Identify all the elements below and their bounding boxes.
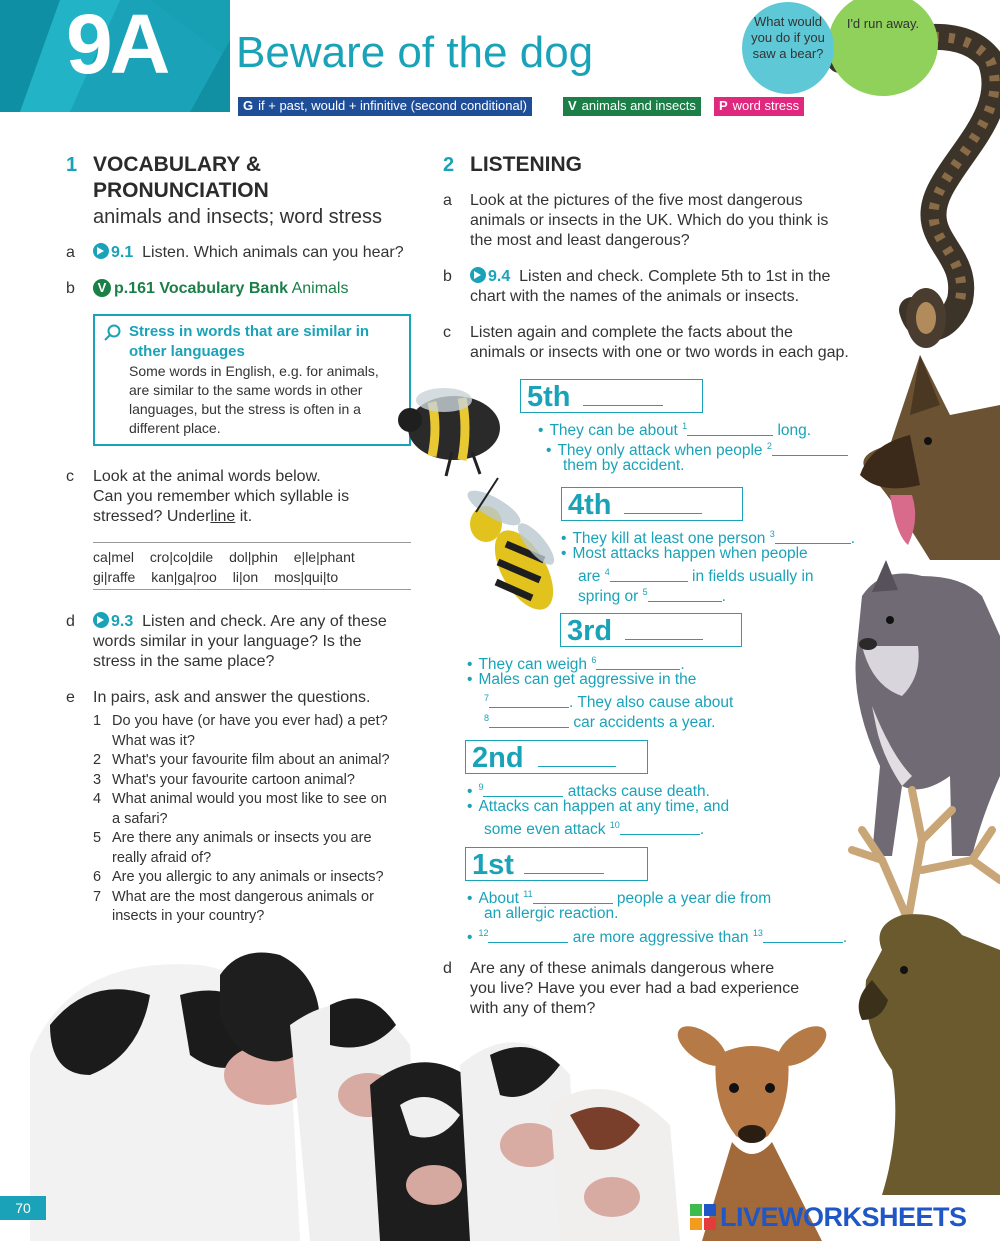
rank-label: 3rd [567,615,613,647]
answer-gap[interactable] [524,873,604,874]
exercise-2c: Listen again and complete the facts about the animals or insects with one or two words in each gap. [470,324,849,361]
section-1-number: 1 [66,154,78,176]
item-letter: c [443,324,451,341]
audio-icon[interactable] [93,612,109,628]
section-2-number: 2 [443,154,455,176]
vocabulary-bank-icon: V [93,279,111,297]
answer-gap[interactable] [483,783,563,797]
exercise-2a: Look at the pictures of the five most dangerous animals or insects in the UK. Which do you think is the most and least dangerous? [470,192,829,249]
answer-gap[interactable] [610,568,688,582]
question-item: 6 Are you allergic to any animals or insects? [93,869,384,885]
liveworksheets-logo [690,1200,967,1234]
answer-gap[interactable] [489,694,569,708]
fact-1c: • $^{12}$ are more aggressive than $^{13}$ . [467,928,848,947]
cows-illustration [30,935,690,1241]
answer-gap[interactable] [533,890,613,904]
rank-label: 2nd [472,742,524,774]
exercise-1d: 9.3 Listen and check. Are any of these words similar in your language? Is the stress in the same place? [93,613,387,670]
rank-2nd-box [465,740,648,774]
fact-4b: • Most attacks happen when people [561,545,808,562]
unit-number: 9A [66,0,168,91]
word-item[interactable]: kan|ga|roo [151,569,217,585]
animal-word-list [93,542,411,590]
audio-icon[interactable] [93,243,109,259]
pronunciation-tag: P word stress [714,97,804,116]
answer-gap[interactable] [583,405,663,406]
answer-gap[interactable] [772,442,848,456]
answer-gap[interactable] [596,656,680,670]
fact-3a: • They can weigh $^6$ . [467,655,685,674]
search-icon [103,324,121,342]
rank-label: 5th [527,381,571,413]
question-item: 4 What animal would you most like to see on a safari? [93,791,387,827]
answer-gap[interactable] [624,513,702,514]
fact-4d: spring or $^5$ . [578,587,726,606]
fact-3d: $^8$ car accidents a year. [484,713,716,732]
answer-gap[interactable] [620,821,700,835]
item-letter: b [66,280,75,297]
exercise-2b: 9.4 Listen and check. Complete 5th to 1st in the chart with the names of the animals or insects. [470,268,831,305]
fact-5c: them by accident. [563,457,685,474]
section-1-subtitle: animals and insects; word stress [93,206,383,228]
grammar-tag: G if + past, would + infinitive (second conditional) [238,97,532,116]
rank-5th-box [520,379,703,413]
dog-illustration [850,345,1000,560]
speech-bubble-question: What would you do if you saw a bear? [742,2,834,94]
word-item[interactable]: dol|phin [229,549,278,565]
fact-5b: • They only attack when people $^2$ [546,437,848,461]
stress-tip-body: Some words in English, e.g. for animals, are similar to the same words in other languages, but the stress is often in a different place. [129,363,379,436]
fact-5a: • They can be about $^1$ long. [538,421,812,440]
stress-tip-title: Stress in words that are similar in other languages [129,323,370,360]
bee-illustration [392,372,512,478]
item-letter: b [443,268,452,285]
exercise-1a: 9.1 Listen. Which animals can you hear? [93,243,404,263]
vocabulary-tag: V animals and insects [563,97,701,116]
fact-4a: • They kill at least one person $^3$ . [561,529,856,548]
section-1-title: VOCABULARY & PRONUNCIATION [93,153,269,202]
page-number: 70 [0,1196,46,1220]
question-list [93,712,423,927]
answer-gap[interactable] [489,714,569,728]
word-item[interactable]: gi|raffe [93,569,136,585]
fact-2c: some even attack $^{10}$ . [484,820,705,839]
wasp-illustration [436,474,572,620]
answer-gap[interactable] [538,766,616,767]
rank-1st-box [465,847,648,881]
fact-4c: are $^4$ in fields usually in [578,567,814,586]
fact-2a: • $^9$ attacks cause death. [467,782,710,801]
word-item[interactable]: mos|qui|to [274,569,339,585]
fact-1b: an allergic reaction. [484,905,619,922]
word-item[interactable]: li|on [232,569,259,585]
item-letter: a [66,244,75,261]
item-letter: d [66,613,75,630]
exercise-2d: Are any of these animals dangerous where you live? Have you ever had a bad experience with any of them? [470,960,800,1017]
fact-3b: • Males can get aggressive in the [467,671,697,688]
item-letter: a [443,192,452,209]
lesson-title: Beware of the dog [236,28,594,77]
stress-tip-box [93,314,411,446]
liveworksheets-brand: LIVEWORKSHEETS [720,1201,967,1232]
item-letter: d [443,960,452,977]
question-item: 3 What's your favourite cartoon animal? [93,771,355,788]
item-letter: c [66,468,74,485]
rank-3rd-box [560,613,742,647]
exercise-1b: V p.161 Vocabulary Bank Animals [93,279,348,299]
fact-2b: • Attacks can happen at any time, and [467,798,730,815]
question-item: 7 What are the most dangerous animals or insects in your country? [93,888,374,924]
question-item: 5 Are there any animals or insects you are really afraid of? [93,830,372,866]
question-item: 2 What's your favourite film about an animal? [93,752,390,768]
item-letter: e [66,689,75,706]
rank-label: 1st [472,849,514,881]
liveworksheets-logo-icon [690,1204,716,1230]
answer-gap[interactable] [648,588,722,602]
answer-gap[interactable] [625,639,703,640]
word-item[interactable]: cro|co|dile [149,549,214,565]
answer-gap[interactable] [775,530,851,544]
answer-gap[interactable] [763,929,843,943]
word-item[interactable]: ca|mel [93,549,134,565]
question-item: 1 Do you have (or have you ever had) a pet? What was it? [93,713,388,749]
fact-1a: • About $^{11}$ people a year die from [467,889,772,908]
rank-4th-box [561,487,743,521]
section-2-title: LISTENING [470,153,583,176]
exercise-1c: Look at the animal words below. Can you remember which syllable is stressed? Underline it. [93,468,350,525]
fact-3c: $^7$ . They also cause about [484,693,734,712]
word-item[interactable]: e|le|phant [293,549,355,565]
answer-gap[interactable] [687,422,773,436]
audio-icon[interactable] [470,267,486,283]
rank-label: 4th [568,489,612,521]
exercise-1e: In pairs, ask and answer the questions. [93,689,371,706]
speech-bubble-answer: I'd run away. [828,0,938,96]
